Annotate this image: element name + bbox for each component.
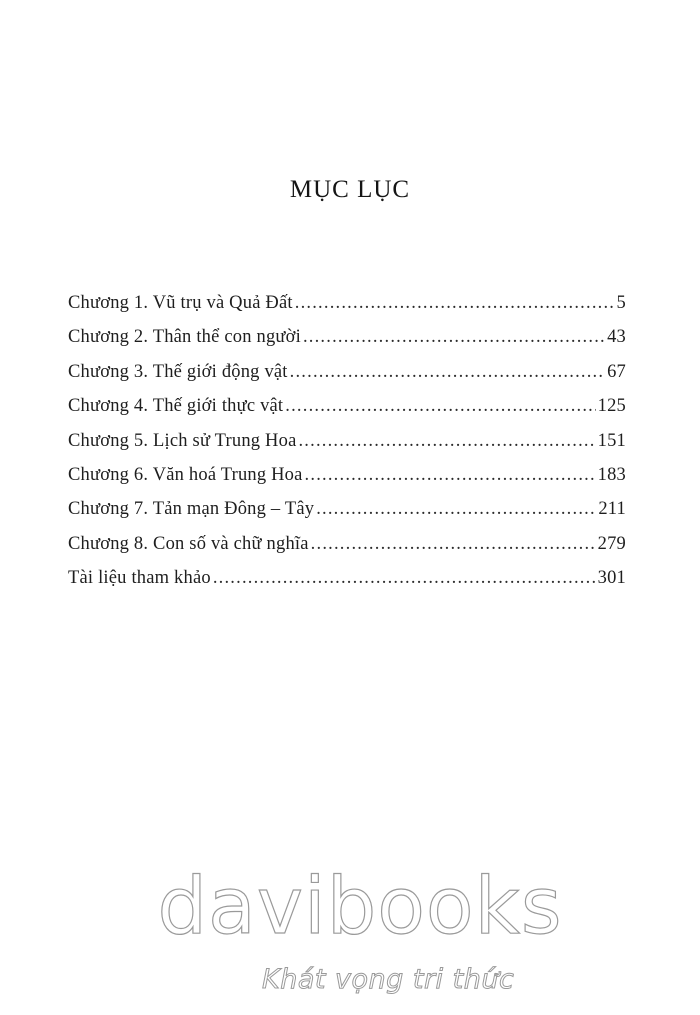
toc-entry-label: Chương 3. Thế giới động vật [68, 361, 288, 382]
toc-entry-chapter-3[interactable] [68, 362, 626, 396]
toc-entry-label: Chương 6. Văn hoá Trung Hoa [68, 464, 303, 485]
toc-entry-chapter-8[interactable] [68, 534, 626, 568]
toc-dot-leader [290, 362, 605, 383]
toc-entry-label: Chương 1. Vũ trụ và Quả Đất [68, 293, 293, 313]
page-title: MỤC LỤC [289, 176, 411, 203]
toc-entry-page: 301 [597, 568, 626, 589]
watermark-brand: davibooks [157, 862, 563, 952]
toc-dot-leader [305, 465, 596, 486]
toc-dot-leader [295, 293, 615, 314]
toc-entry-chapter-5[interactable] [68, 431, 626, 465]
toc-entry-chapter-2[interactable] [68, 327, 626, 361]
toc-dot-leader [285, 396, 595, 417]
toc-dot-leader [298, 431, 595, 452]
toc-entry-label: Chương 2. Thân thể con người [68, 327, 301, 348]
watermark-tagline: Khát vọng tri thức [262, 964, 515, 995]
toc-entry-page: 183 [597, 464, 626, 485]
toc-entry-chapter-6[interactable] [68, 465, 626, 499]
toc-dot-leader [316, 499, 596, 520]
toc-entry-label: Chương 5. Lịch sử Trung Hoa [68, 430, 297, 451]
toc-dot-leader [311, 534, 596, 555]
toc-entry-label: Chương 7. Tản mạn Đông – Tây [68, 499, 315, 520]
toc-entry-chapter-7[interactable] [68, 499, 626, 533]
table-of-contents [68, 293, 626, 603]
toc-entry-page: 43 [607, 327, 626, 348]
toc-entry-page: 67 [607, 361, 626, 382]
toc-entry-references[interactable] [68, 568, 626, 602]
toc-entry-label: Chương 4. Thế giới thực vật [68, 396, 284, 417]
toc-entry-page: 125 [597, 396, 626, 417]
toc-entry-label: Tài liệu tham khảo [68, 568, 211, 589]
toc-entry-chapter-4[interactable] [68, 396, 626, 430]
toc-dot-leader [213, 568, 596, 589]
toc-entry-page: 279 [597, 533, 626, 554]
toc-entry-page: 151 [597, 430, 626, 451]
toc-entry-chapter-1[interactable] [68, 293, 626, 327]
toc-dot-leader [303, 327, 605, 348]
toc-entry-page: 211 [598, 499, 626, 520]
watermark [150, 862, 570, 995]
toc-entry-label: Chương 8. Con số và chữ nghĩa [68, 533, 309, 554]
toc-entry-page: 5 [616, 293, 626, 313]
